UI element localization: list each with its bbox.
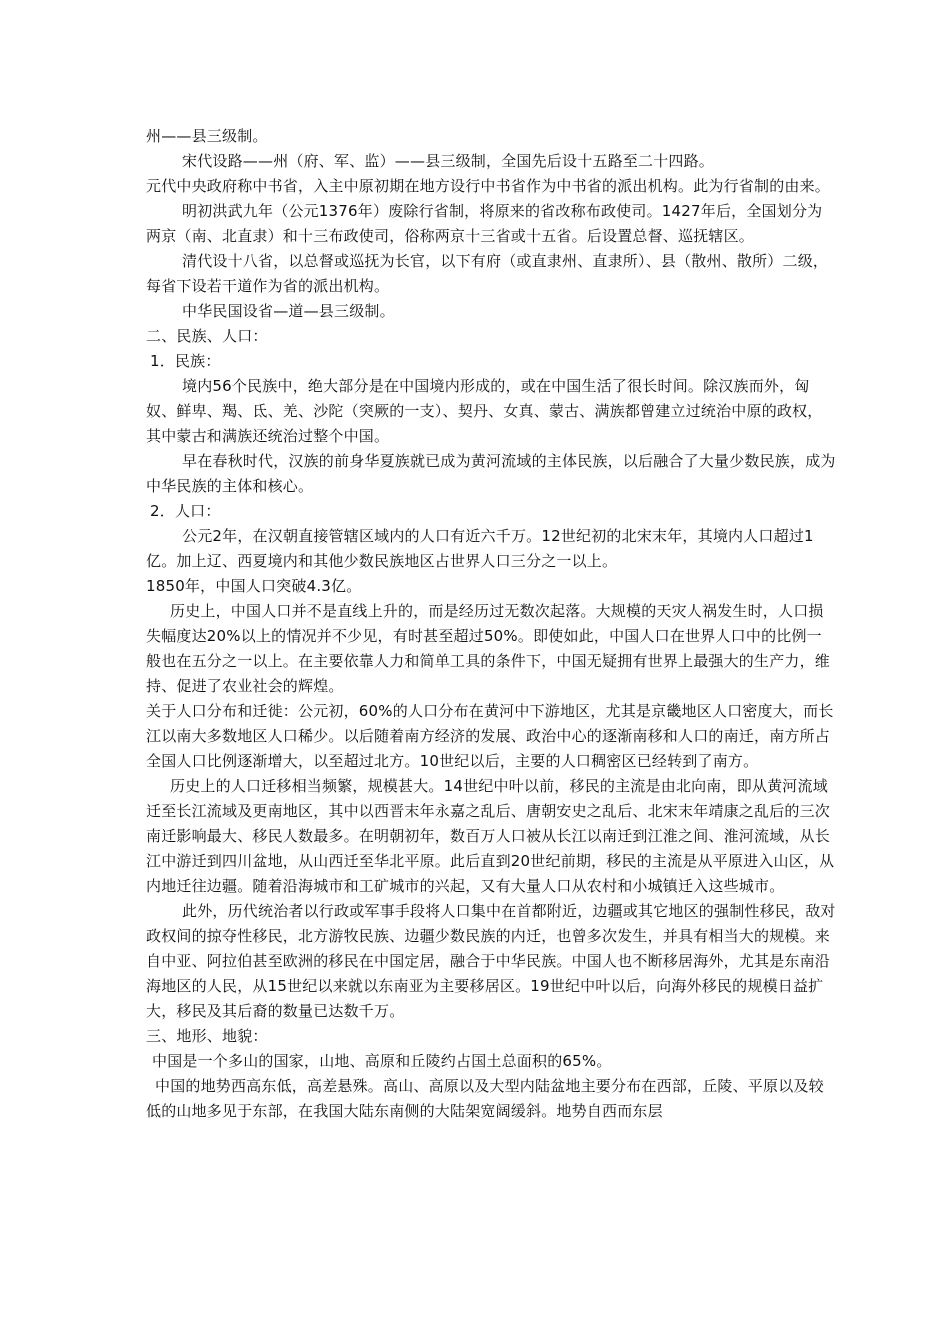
paragraph: 元代中央政府称中书省，入主中原初期在地方设行中书省作为中书省的派出机构。此为行省制的由来。 <box>146 177 831 195</box>
paragraph: 州——县三级制。 <box>146 127 268 145</box>
paragraph: 境内56个民族中，绝大部分是在中国境内形成的，或在中国生活了很长时间。除汉族而外，匈奴、鲜卑、羯、氐、羌、沙陀（突厥的一支）、契丹、女真、蒙古、满族都曾建立过统治中原的政权，其中蒙古和满族还统治过整个中国。 <box>146 377 823 445</box>
paragraph: 此外，历代统治者以行政或军事手段将人口集中在首都附近，边疆或其它地区的强制性移民，敌对政权间的掠夺性移民，北方游牧民族、边疆少数民族的内迁，也曾多次发生，并具有相当大的规模。来自中亚、阿拉伯甚至欧洲的移民在中国定居，融合于中华民族。中国人也不断移居海外，尤其是东南沿海地区的人民，从15世纪以来就以东南亚为主要移居区。19世纪中叶以后，向海外移民的规模日益扩大，移民及其后裔的数量已达数千万。 <box>146 902 836 1020</box>
paragraph: 宋代设路——州（府、军、监）——县三级制，全国先后设十五路至二十四路。 <box>182 152 715 170</box>
paragraph: 清代设十八省，以总督或巡抚为长官，以下有府（或直隶州、直隶所）、县（散州、散所）二级，每省下设若干道作为省的派出机构。 <box>146 252 829 295</box>
subsection-heading: 1．民族： <box>150 352 221 370</box>
paragraph: 明初洪武九年（公元1376年）废除行省制，将原来的省改称布政使司。1427年后，全国划分为两京（南、北直隶）和十三布政使司，俗称两京十三省或十五省。后设置总督、巡抚辖区。 <box>146 202 823 245</box>
section-heading: 二、民族、人口： <box>146 327 268 345</box>
paragraph: 历史上的人口迁移相当频繁，规模甚大。14世纪中叶以前，移民的主流是由北向南，即从黄河流域迁至长江流域及更南地区，其中以西晋末年永嘉之乱后、唐朝安史之乱后、北宋末年靖康之乱后的三次南迁影响最大、移民人数最多。在明朝初年，数百万人口被从长江以南迁到江淮之间、淮河流域，从长江中游迁到四川盆地，从山西迁至华北平原。此后直到20世纪前期，移民的主流是从平原进入山区，从内地迁往边疆。随着沿海城市和工矿城市的兴起，又有大量人口从农村和小城镇迁入这些城市。 <box>146 777 835 895</box>
paragraph: 中华民国设省—道—县三级制。 <box>182 302 395 320</box>
paragraph: 中国的地势西高东低，高差悬殊。高山、高原以及大型内陆盆地主要分布在西部，丘陵、平原以及较低的山地多见于东部，在我国大陆东南侧的大陆架宽阔缓斜。地势自西而东层 <box>146 1077 824 1120</box>
paragraph: 公元2年，在汉朝直接管辖区域内的人口有近六千万。12世纪初的北宋末年，其境内人口超过1亿。加上辽、西夏境内和其他少数民族地区占世界人口三分之一以上。 <box>146 527 814 570</box>
subsection-heading: 2．人口： <box>150 502 221 520</box>
paragraph: 中国是一个多山的国家，山地、高原和丘陵约占国土总面积的65%。 <box>152 1052 612 1070</box>
paragraph: 1850年，中国人口突破4.3亿。 <box>146 577 362 595</box>
paragraph: 早在春秋时代，汉族的前身华夏族就已成为黄河流域的主体民族，以后融合了大量少数民族，成为中华民族的主体和核心。 <box>146 452 836 495</box>
document-body <box>146 124 836 1124</box>
section-heading: 三、地形、地貌： <box>146 1027 268 1045</box>
paragraph: 历史上，中国人口并不是直线上升的，而是经历过无数次起落。大规模的天灾人祸发生时，人口损失幅度达20%以上的情况并不少见，有时甚至超过50%。即使如此，中国人口在世界人口中的比例一般也在五分之一以上。在主要依靠人力和简单工具的条件下，中国无疑拥有世界上最强大的生产力，维持、促进了农业社会的辉煌。 <box>146 602 831 695</box>
paragraph: 关于人口分布和迁徙：公元初，60%的人口分布在黄河中下游地区，尤其是京畿地区人口密度大，而长江以南大多数地区人口稀少。以后随着南方经济的发展、政治中心的逐渐南移和人口的南迁，南方所占全国人口比例逐渐增大，以至超过北方。10世纪以后，主要的人口稠密区已经转到了南方。 <box>146 702 834 770</box>
